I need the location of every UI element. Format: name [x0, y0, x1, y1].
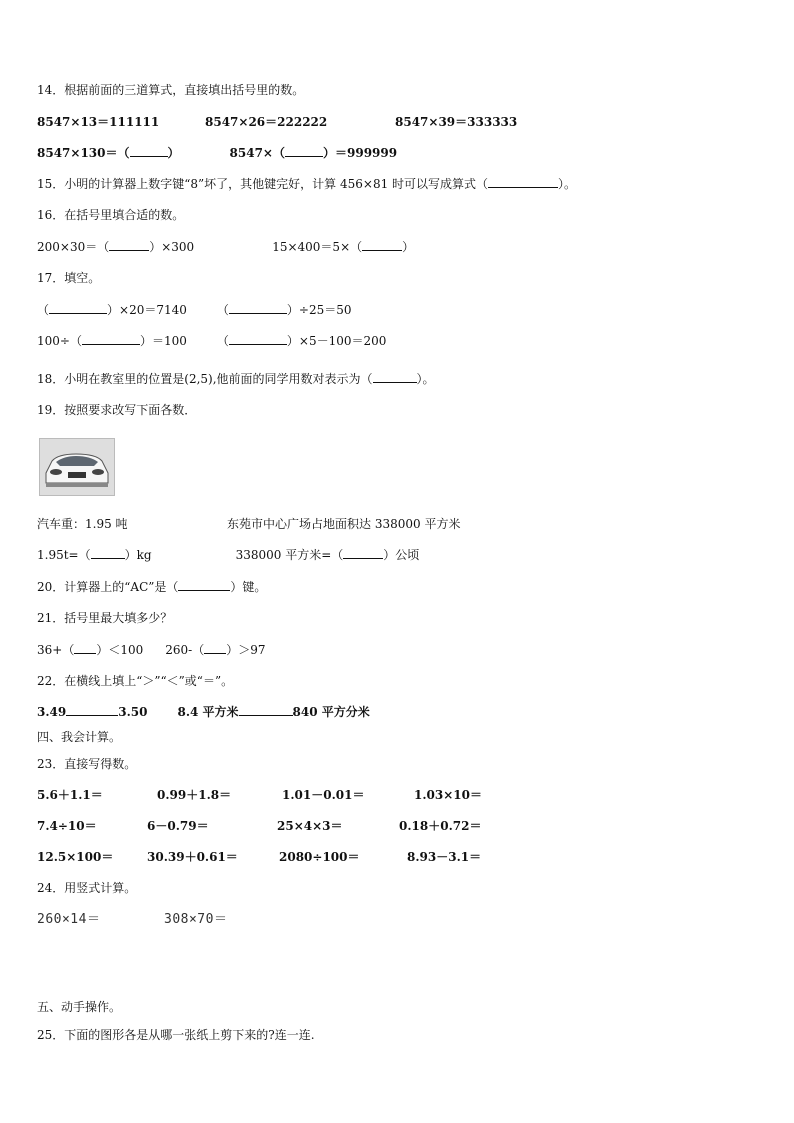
q24-expr-2: 308×70＝ [164, 912, 228, 927]
q23-row-1 [37, 787, 482, 803]
q23-item: 0.99＋1.8＝ [157, 788, 232, 802]
q17-answer-blank-3[interactable] [82, 333, 140, 345]
q23-row-2 [37, 818, 481, 834]
q16-title: 16．在括号里填合适的数。 [37, 208, 185, 222]
q23-item: 2080÷100＝ [279, 850, 360, 864]
q17-answer-blank-2[interactable] [229, 302, 287, 314]
q24-title: 24．用竖式计算。 [37, 881, 137, 895]
q19-row [37, 547, 419, 563]
q22-right-1: 3.50 [118, 705, 148, 719]
q16-expr1-suffix: ）×300 [149, 240, 195, 254]
q23-item: 5.6＋1.1＝ [37, 788, 103, 802]
q23-item: 7.4÷10＝ [37, 819, 97, 833]
q23-item: 30.39＋0.61＝ [147, 850, 238, 864]
q21-answer-blank-2[interactable] [204, 642, 226, 654]
q21-answer-blank-1[interactable] [74, 642, 96, 654]
q23-title: 23．直接写得数。 [37, 757, 137, 771]
q14-title: 14．根据前面的三道算式，直接填出括号里的数。 [37, 83, 305, 97]
q15-answer-blank[interactable] [488, 176, 558, 188]
q18-suffix: ）。 [416, 372, 435, 386]
q21-title: 21．括号里最大填多少？ [37, 611, 173, 625]
q14-answer-blank-2[interactable] [285, 145, 323, 157]
q14-expr1-suffix: ） [167, 146, 180, 160]
q14-expr2-suffix: ）＝999999 [323, 146, 398, 160]
q19-expr2-prefix: 338000 平方米=（ [235, 548, 344, 562]
section-4-heading: 四、我会计算。 [37, 730, 122, 744]
q23-item: 1.03×10＝ [414, 788, 482, 802]
q14-expr2-prefix: 8547×（ [229, 146, 285, 160]
q19-car-weight: 汽车重：1.95 吨 [37, 517, 128, 531]
q18 [37, 371, 435, 387]
q20-text: 20．计算器上的“AC”是（ [37, 580, 179, 594]
section-5-heading: 五、动手操作。 [37, 1000, 122, 1014]
q19-expr2-suffix: ）公顷 [383, 548, 420, 562]
q17-row1 [37, 302, 352, 318]
q17-answer-blank-4[interactable] [229, 333, 287, 345]
q17-paren-open-4: （ [216, 334, 229, 348]
q23-item: 8.93－3.1＝ [407, 850, 482, 864]
q23-item: 25×4×3＝ [277, 819, 343, 833]
car-icon [40, 439, 114, 495]
q17-paren-open-1: （ [37, 303, 50, 317]
q14-eq2: 8547×26＝222222 [205, 115, 328, 129]
q16-row [37, 239, 414, 255]
q16-answer-blank-1[interactable] [109, 239, 149, 251]
q17-expr4-suffix: ）×5－100＝200 [286, 334, 387, 348]
q22-left-2: 8.4 平方米 [177, 705, 239, 719]
q22-row [37, 704, 370, 720]
q16-expr1-prefix: 200×30＝（ [37, 240, 110, 254]
q17-expr1-suffix: ）×20＝7140 [107, 303, 187, 317]
q17-answer-blank-1[interactable] [49, 302, 107, 314]
q17-expr3-suffix: ）＝100 [139, 334, 187, 348]
q14-row1 [37, 114, 517, 130]
q21-row [37, 642, 265, 658]
car-photo [39, 438, 115, 496]
q15-text: 15．小明的计算器上数字键“8”坏了，其他键完好，计算 456×81 时可以写成算式（ [37, 177, 489, 191]
q21-expr1-prefix: 36+（ [37, 643, 75, 657]
q19-title: 19．按照要求改写下面各数． [37, 403, 197, 417]
q16-expr2-prefix: 15×400＝5×（ [272, 240, 363, 254]
q23-item: 6－0.79＝ [147, 819, 209, 833]
q17-paren-open-2: （ [216, 303, 229, 317]
q22-right-2: 840 平方分米 [292, 705, 370, 719]
q19-square-area: 东苑市中心广场占地面积达 338000 平方米 [227, 517, 461, 531]
q17-expr2-suffix: ）÷25＝50 [286, 303, 352, 317]
q19-answer-blank-1[interactable] [91, 547, 125, 559]
q14-eq3: 8547×39＝333333 [395, 115, 518, 129]
q23-item: 0.18＋0.72＝ [399, 819, 482, 833]
q23-item: 12.5×100＝ [37, 850, 114, 864]
q19-answer-blank-2[interactable] [343, 547, 383, 559]
q15-suffix: ）。 [558, 177, 577, 191]
q21-expr2-suffix: ）＞97 [226, 643, 266, 657]
q23-item: 1.01－0.01＝ [282, 788, 365, 802]
q25-title: 25．下面的图形各是从哪一张纸上剪下来的?连一连. [37, 1028, 315, 1042]
q19-givens [37, 516, 460, 532]
q14-expr1-prefix: 8547×130＝（ [37, 146, 130, 160]
q21-expr1-suffix: ）＜100 [96, 643, 144, 657]
q17-row2 [37, 333, 386, 349]
q22-left-1: 3.49 [37, 705, 67, 719]
q17-expr3-prefix: 100÷（ [37, 334, 82, 348]
q24-expr-1: 260×14＝ [37, 912, 101, 927]
q22-title: 22．在横线上填上“＞”“＜”或“＝”。 [37, 674, 234, 688]
q22-answer-blank-1[interactable] [66, 704, 118, 716]
q20-answer-blank[interactable] [178, 579, 230, 591]
q16-answer-blank-2[interactable] [362, 239, 402, 251]
q19-expr1-suffix: ）kg [124, 548, 152, 562]
q18-answer-blank[interactable] [373, 371, 417, 383]
q21-expr2-prefix: 260-（ [165, 643, 205, 657]
q22-answer-blank-2[interactable] [239, 704, 293, 716]
q23-row-3 [37, 849, 481, 865]
q14-answer-blank-1[interactable] [130, 145, 168, 157]
q20 [37, 579, 266, 595]
q18-text: 18．小明在教室里的位置是(2,5),他前面的同学用数对表示为（ [37, 372, 373, 386]
q16-expr2-suffix: ） [402, 240, 415, 254]
q17-title: 17．填空。 [37, 271, 101, 285]
q19-expr1-prefix: 1.95t=（ [37, 548, 91, 562]
q14-eq1: 8547×13＝111111 [37, 115, 160, 129]
q15 [37, 176, 576, 192]
q20-suffix: ）键。 [230, 580, 267, 594]
q24-row [37, 912, 227, 928]
q14-row2 [37, 145, 397, 161]
